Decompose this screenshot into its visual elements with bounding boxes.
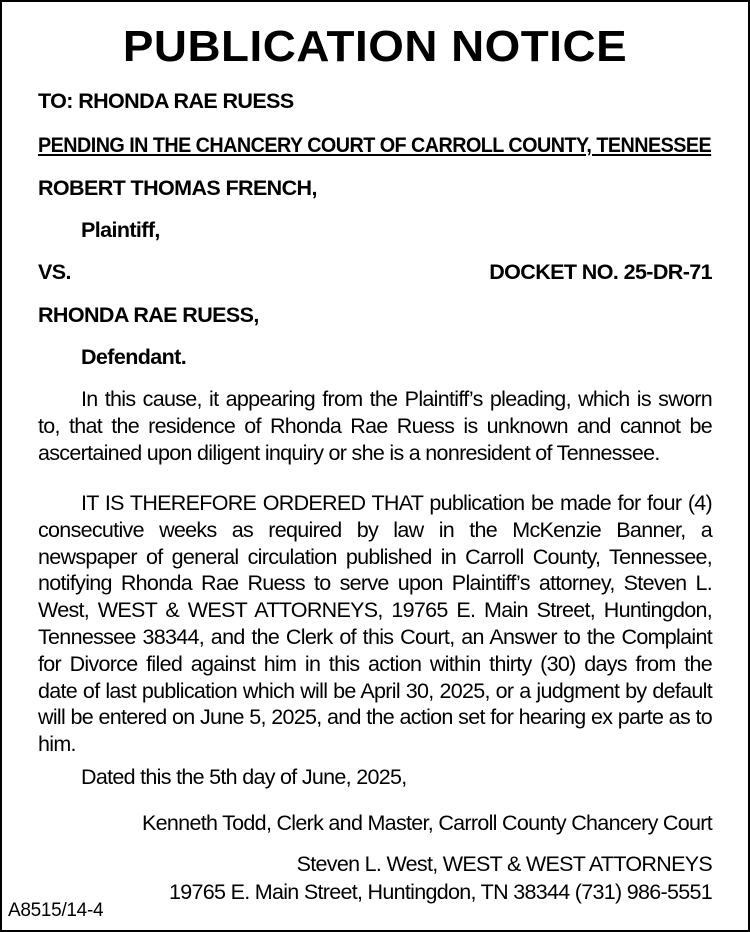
clerk-signature: Kenneth Todd, Clerk and Master, Carroll County Chancery Court bbox=[142, 811, 712, 835]
vs-label: VS. bbox=[38, 260, 71, 284]
defendant-name: RHONDA RAE RUESS, bbox=[38, 303, 259, 327]
vs-docket-row bbox=[38, 259, 712, 285]
ad-code: A8515/14-4 bbox=[8, 900, 104, 921]
attorney-address-line: 19765 E. Main Street, Huntingdon, TN 38344 (731) 986-5551 bbox=[169, 880, 712, 904]
paragraph-order: IT IS THEREFORE ORDERED THAT publication be made for four (4) consecutive weeks as required by law in the McKenzie Banner, a newspaper of general circulation published in Carroll County, Tennessee, notifying Rhonda Rae Ruess to serve upon Plaintiff’s attorney, Steven L. West, WEST & WEST ATTORNEYS, 19765 E. Main Street, Huntingdon, Tennessee 38344, and the Clerk of this Court, an Answer to the Complaint for Divorce filed against him in this action within thirty (30) days from the date of last publication which will be April 30, 2025, or a judgment by default will be entered on June 5, 2025, and the action set for hearing ex parte as to him. bbox=[38, 491, 712, 757]
dated-line: Dated this the 5th day of June, 2025, bbox=[81, 765, 407, 789]
defendant-label: Defendant. bbox=[81, 345, 187, 369]
to-line: TO: RHONDA RAE RUESS bbox=[38, 89, 294, 113]
plaintiff-name: ROBERT THOMAS FRENCH, bbox=[38, 176, 317, 200]
docket-number: DOCKET NO. 25-DR-71 bbox=[489, 260, 712, 284]
paragraph-residence: In this cause, it appearing from the Plaintiff’s pleading, which is sworn to, that the residence of Rhonda Rae Ruess is unknown and cannot be ascertained upon diligent inquiry or she is a nonresident of Tennessee. bbox=[38, 387, 712, 465]
notice-title: PUBLICATION NOTICE bbox=[122, 22, 628, 71]
court-line: PENDING IN THE CHANCERY COURT OF CARROLL COUNTY, TENNESSEE bbox=[38, 133, 712, 157]
attorney-name-line: Steven L. West, WEST & WEST ATTORNEYS bbox=[296, 852, 712, 876]
plaintiff-label: Plaintiff, bbox=[81, 218, 160, 242]
